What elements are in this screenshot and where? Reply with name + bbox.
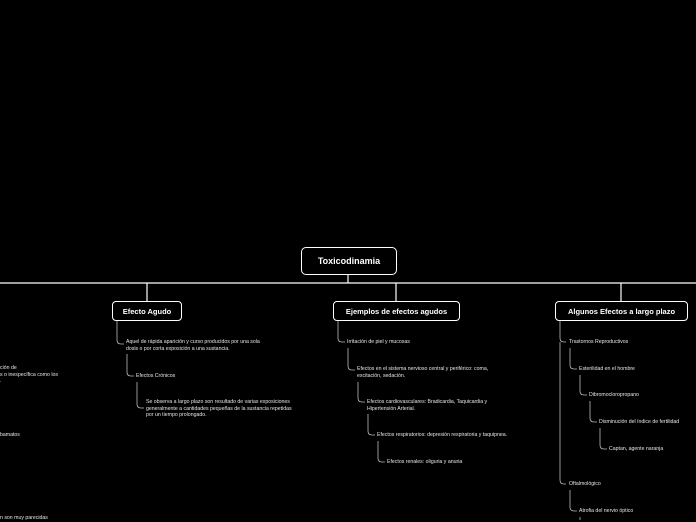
largo-line-4: [590, 401, 597, 422]
topic-trastornos-reproductivos[interactable]: Trastornos Reproductivos: [569, 339, 629, 345]
topic-dibromocloropropano[interactable]: Dibromocloropropano: [589, 392, 639, 398]
branch-title: Efecto Agudo: [122, 306, 172, 316]
branch-ejemplos-efectos-agudos[interactable]: [333, 301, 460, 321]
topic-irritacion[interactable]: Irritación de piel y mucosas: [347, 339, 410, 345]
topic-captan[interactable]: Captan, agente naranja: [609, 446, 664, 452]
topic-cardiovasculares[interactable]: Efectos cardiovasculares: Bradicardia, Taquicardia y Hipertensión Arterial.: [367, 399, 488, 412]
largo-line-6: [560, 342, 566, 484]
agudo-line-2: [127, 354, 134, 376]
largo-line-1: [560, 321, 566, 342]
topic-renales[interactable]: Efectos renales: oliguria y anuria: [387, 459, 463, 465]
root-node[interactable]: [301, 247, 397, 275]
largo-line-3: [580, 375, 587, 395]
topic-left-partial-3[interactable]: n son muy parecidas: [0, 515, 48, 521]
topic-left-partial-1[interactable]: ción de s o inespecífica como los .: [0, 365, 58, 385]
ejemplos-line-1: [338, 321, 345, 342]
largo-line-7: [570, 490, 577, 511]
branch-efectos-largo-plazo[interactable]: [555, 301, 688, 321]
ejemplos-line-3: [358, 382, 365, 402]
topic-agudo-definicion[interactable]: Aquel de rápida aparición y curso producidos por una sola dosis o por corta exposición a una sustancia.: [126, 339, 260, 352]
ejemplos-line-4: [368, 414, 375, 435]
branch-title: Ejemplos de efectos agudos: [345, 306, 448, 316]
branch-efecto-agudo[interactable]: [112, 301, 182, 321]
agudo-line-1: [117, 321, 124, 344]
root-title: Toxicodinamia: [317, 256, 381, 266]
agudo-line-3: [137, 382, 144, 408]
topic-left-partial-2[interactable]: bamatos: [0, 432, 20, 438]
topic-respiratorios[interactable]: Efectos respiratorios: depresión respiratoria y taquipnea.: [377, 432, 508, 438]
topic-efectos-cronicos[interactable]: Efectos Crónicos: [136, 373, 176, 379]
ejemplos-line-2: [348, 348, 355, 370]
topic-oftalmologico[interactable]: Oftalmológico: [569, 481, 601, 487]
topic-cronicos-definicion[interactable]: Se observa a largo plazo son resultado de varias exposiciones generalmente a cantidades pequeñas de la sustancia repetidas por un tiempo prolongado.: [146, 399, 292, 419]
topic-atrofia-nervio[interactable]: Atrofia del nervio óptico: [579, 508, 634, 514]
topic-esterilidad[interactable]: Esterilidad en el hombre: [579, 366, 635, 372]
topic-fertilidad[interactable]: Disminución del índice de fertilidad: [599, 419, 680, 425]
largo-line-5: [600, 428, 607, 449]
branch-title: Algunos Efectos a largo plazo: [567, 306, 676, 316]
largo-line-2: [570, 348, 577, 369]
ejemplos-line-5: [378, 441, 385, 462]
topic-sistema-nervioso[interactable]: Efectos en el sistema nervioso central y periférico: coma, excitación, sedación.: [357, 366, 489, 379]
